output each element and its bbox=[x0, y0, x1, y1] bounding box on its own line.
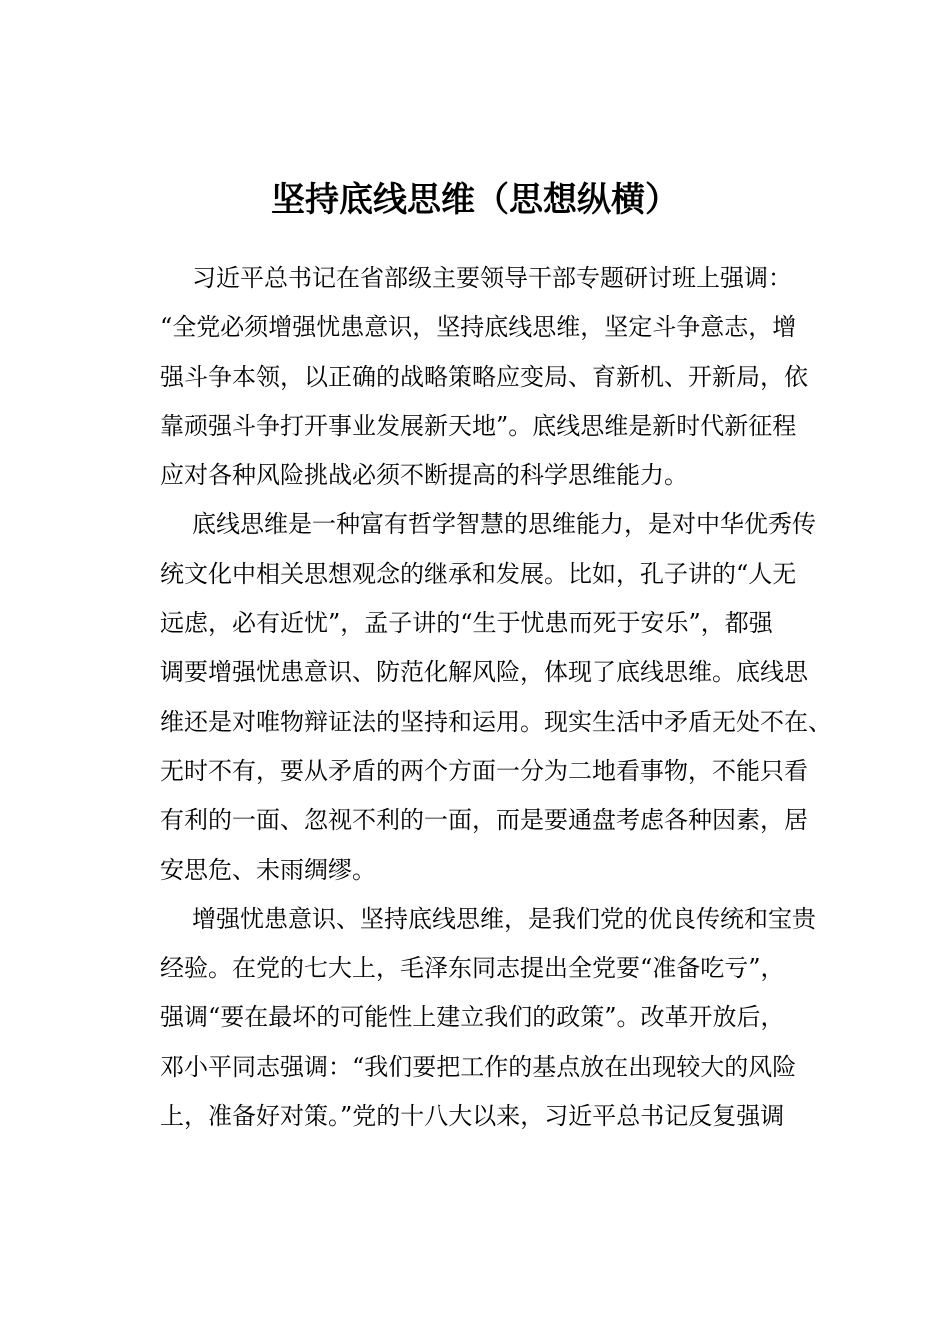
paragraph-2 bbox=[128, 500, 832, 894]
text-line: 远虑，必有近忧”，孟子讲的“生于忧患而死于安乐”，都强 bbox=[160, 609, 773, 638]
text-line: 强调“要在最坏的可能性上建立我们的政策”。改革开放后， bbox=[160, 1003, 785, 1032]
text-line: 维还是对唯物辩证法的坚持和运用。现实生活中矛盾无处不在、 bbox=[160, 707, 832, 736]
text-line: 应对各种风险挑战必须不断提高的科学思维能力。 bbox=[160, 461, 688, 490]
text-line: 强斗争本领，以正确的战略策略应变局、育新机、开新局，依 bbox=[160, 362, 808, 391]
paragraph-1 bbox=[128, 254, 828, 500]
text-line: 上，准备好对策。”党的十八大以来，习近平总书记反复强调 bbox=[160, 1102, 785, 1131]
text-line: 靠顽强斗争打开事业发展新天地”。底线思维是新时代新征程 bbox=[160, 411, 797, 440]
text-line: 邓小平同志强调：“我们要把工作的基点放在出现较大的风险 bbox=[160, 1052, 797, 1081]
text-line: 习近平总书记在省部级主要领导干部专题研讨班上强调： bbox=[192, 264, 792, 292]
text-line: 增强忧患意识、坚持底线思维，是我们党的优良传统和宝贵 bbox=[192, 904, 816, 933]
document-body bbox=[128, 254, 832, 1141]
text-line: 调要增强忧患意识、防范化解风险，体现了底线思维。底线思 bbox=[160, 658, 808, 687]
document-title: 坚持底线思维（思想纵横） bbox=[271, 180, 679, 220]
text-line: 底线思维是一种富有哲学智慧的思维能力，是对中华优秀传 bbox=[192, 510, 816, 539]
text-line: 安思危、未雨绸缪。 bbox=[160, 855, 376, 884]
text-line: 有利的一面、忽视不利的一面，而是要通盘考虑各种因素，居 bbox=[160, 806, 808, 835]
text-line: 无时不有，要从矛盾的两个方面一分为二地看事物，不能只看 bbox=[160, 756, 808, 785]
text-line: “全党必须增强忧患意识，坚持底线思维，坚定斗争意志，增 bbox=[160, 313, 797, 342]
paragraph-3 bbox=[128, 895, 828, 1141]
text-line: 统文化中相关思想观念的继承和发展。比如，孔子讲的“人无 bbox=[160, 559, 797, 588]
text-line: 经验。在党的七大上，毛泽东同志提出全党要“准备吃亏”， bbox=[160, 954, 785, 983]
